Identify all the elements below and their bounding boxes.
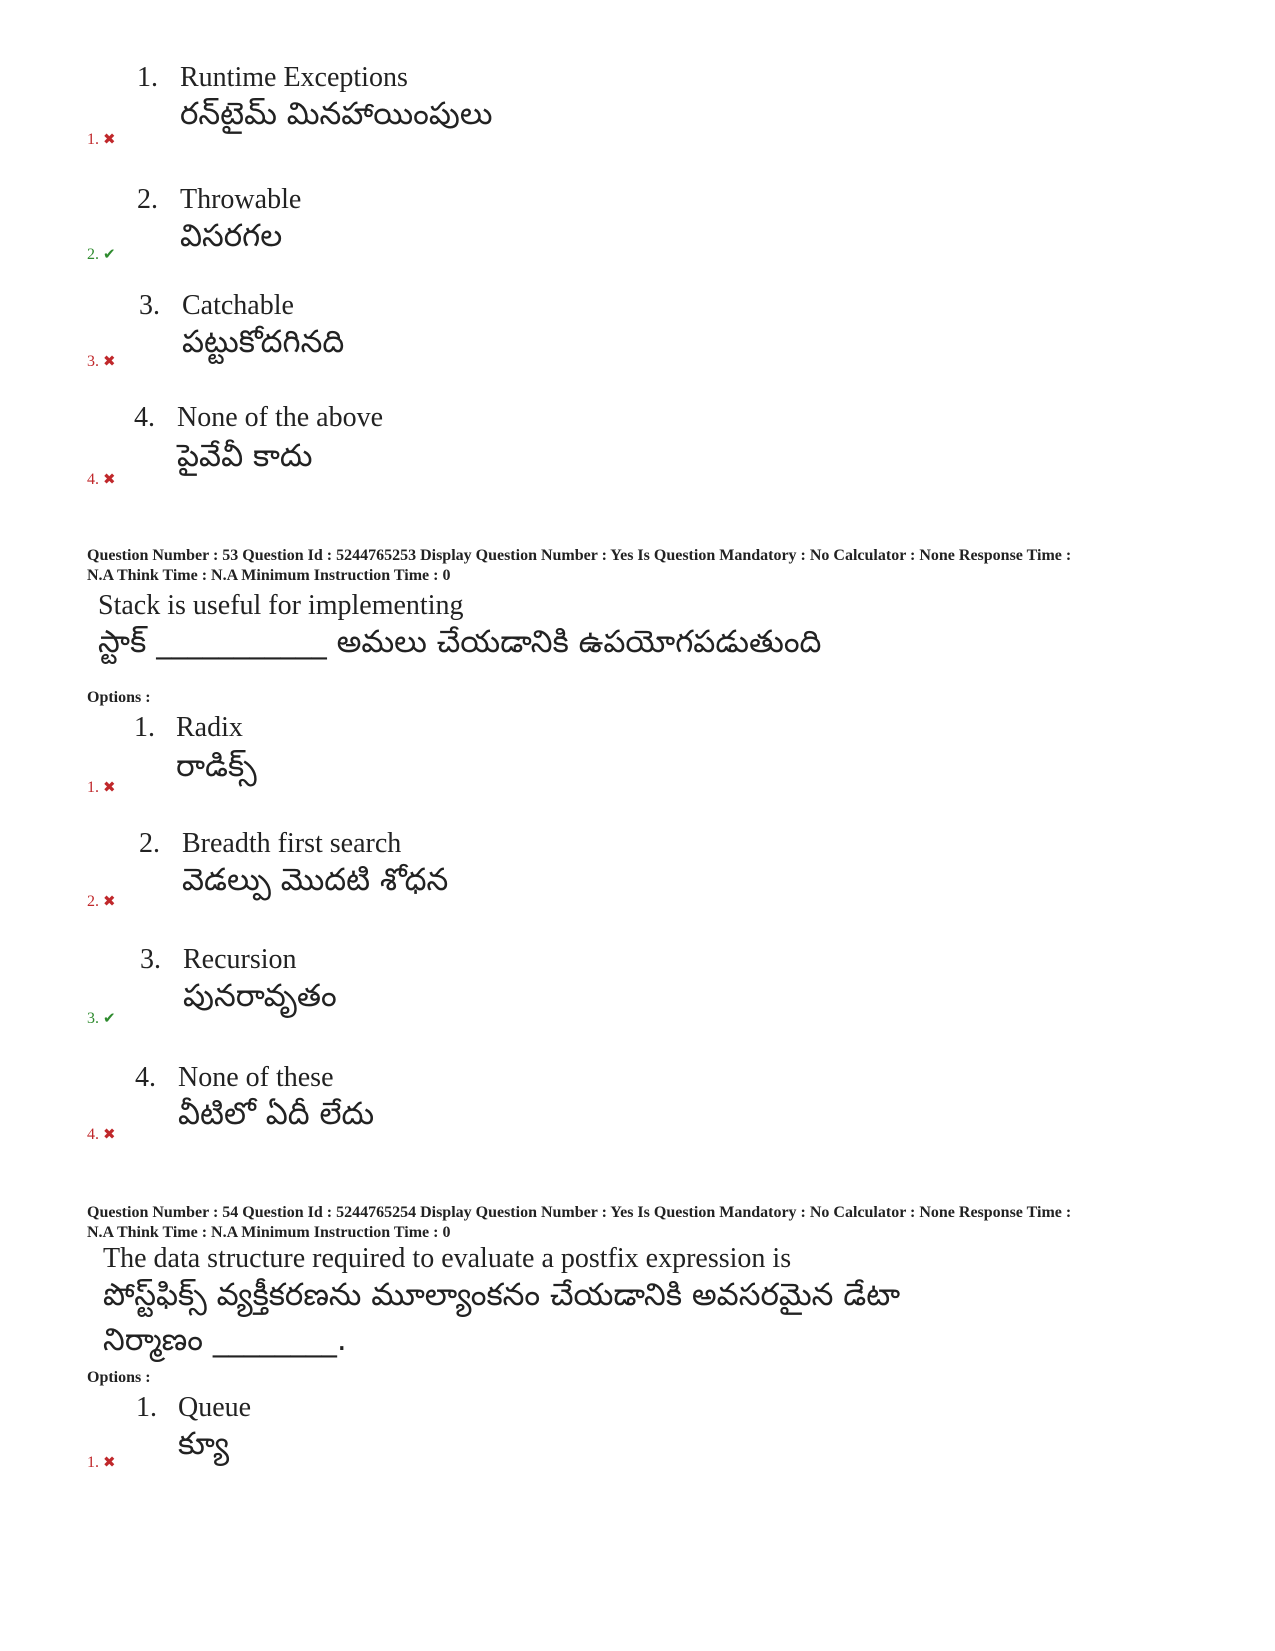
question-text-en: Stack is useful for implementing [98, 590, 464, 621]
option-number: 3. [139, 290, 160, 321]
option-number: 4. [135, 1062, 156, 1093]
question-text-te-line1: పోస్ట్‌ఫిక్స్ వ్యక్తీకరణను మూల్యాంకనం చేయడానికి అవసరమైన డేటా [103, 1277, 901, 1313]
option-marker: 1. ✖ [87, 779, 116, 796]
cross-mark-icon: ✖ [103, 132, 116, 148]
options-label: Options : [87, 1369, 151, 1386]
option-text-te: పట్టుకోదగినది [182, 324, 345, 360]
option-text-en: Throwable [180, 184, 302, 215]
question-text-en: The data structure required to evaluate a postfix expression is [103, 1243, 792, 1274]
option-number: 3. [140, 944, 161, 975]
options-label: Options : [87, 689, 151, 706]
option-marker: 2. ✖ [87, 893, 116, 910]
cross-mark-icon: ✖ [103, 1127, 116, 1143]
question-meta: Question Number : 54 Question Id : 5244765254 Display Question Number : Yes Is Question Mandatory : No Calculator : None Response Time : N.A Think Time : N.A Minimum Instruction Time : 0 [87, 1204, 1072, 1241]
option-marker: 2. ✔ [87, 246, 116, 263]
check-mark-icon: ✔ [103, 247, 116, 263]
option-text-en: None of the above [177, 402, 384, 433]
option-marker: 1. ✖ [87, 1454, 116, 1471]
option-marker: 4. ✖ [87, 471, 116, 488]
option-marker: 1. ✖ [87, 131, 116, 148]
cross-mark-icon: ✖ [103, 894, 116, 910]
option-text-te: వెడల్పు మొదటి శోధన [182, 862, 449, 898]
question-text-te: స్టాక్ ___________ అమలు చేయడానికి ఉపయోగపడుతుంది [98, 624, 822, 660]
option-number: 2. [139, 828, 160, 859]
option-text-en: Breadth first search [182, 828, 402, 859]
option-text-en: Radix [176, 712, 243, 743]
option-text-en: Catchable [182, 290, 294, 321]
option-number: 1. [136, 1392, 157, 1423]
option-marker: 4. ✖ [87, 1126, 116, 1143]
option-number: 1. [137, 62, 158, 93]
question-meta: Question Number : 53 Question Id : 5244765253 Display Question Number : Yes Is Question Mandatory : No Calculator : None Response Time : N.A Think Time : N.A Minimum Instruction Time : 0 [87, 547, 1072, 584]
question-text [103, 1243, 900, 1365]
option-text-te: విసరగల [180, 218, 283, 254]
option-marker: 3. ✖ [87, 353, 116, 370]
option-text-te: రాడిక్స్ [176, 748, 257, 784]
option-text-te: పునరావృతం [183, 978, 337, 1014]
cross-mark-icon: ✖ [103, 354, 116, 370]
option-text-en: Runtime Exceptions [180, 62, 408, 93]
cross-mark-icon: ✖ [103, 1455, 116, 1471]
option-number: 2. [137, 184, 158, 215]
cross-mark-icon: ✖ [103, 780, 116, 796]
option-number: 4. [134, 402, 155, 433]
option-text-en: Recursion [183, 944, 297, 975]
option-text-te: రన్‌టైమ్ మినహాయింపులు [180, 96, 493, 132]
option-text-te: క్యూ [178, 1426, 230, 1462]
option-number: 1. [134, 712, 155, 743]
check-mark-icon: ✔ [103, 1011, 116, 1027]
cross-mark-icon: ✖ [103, 472, 116, 488]
option-text-en: None of these [178, 1062, 334, 1093]
option-marker: 3. ✔ [87, 1010, 116, 1027]
option-text-en: Queue [178, 1392, 252, 1423]
option-text-te: పైవేవీ కాదు [177, 438, 313, 474]
question-text [98, 590, 821, 667]
option-text-te: వీటిలో ఏదీ లేదు [178, 1096, 375, 1132]
question-text-te-line2: నిర్మాణం ________. [103, 1322, 347, 1358]
